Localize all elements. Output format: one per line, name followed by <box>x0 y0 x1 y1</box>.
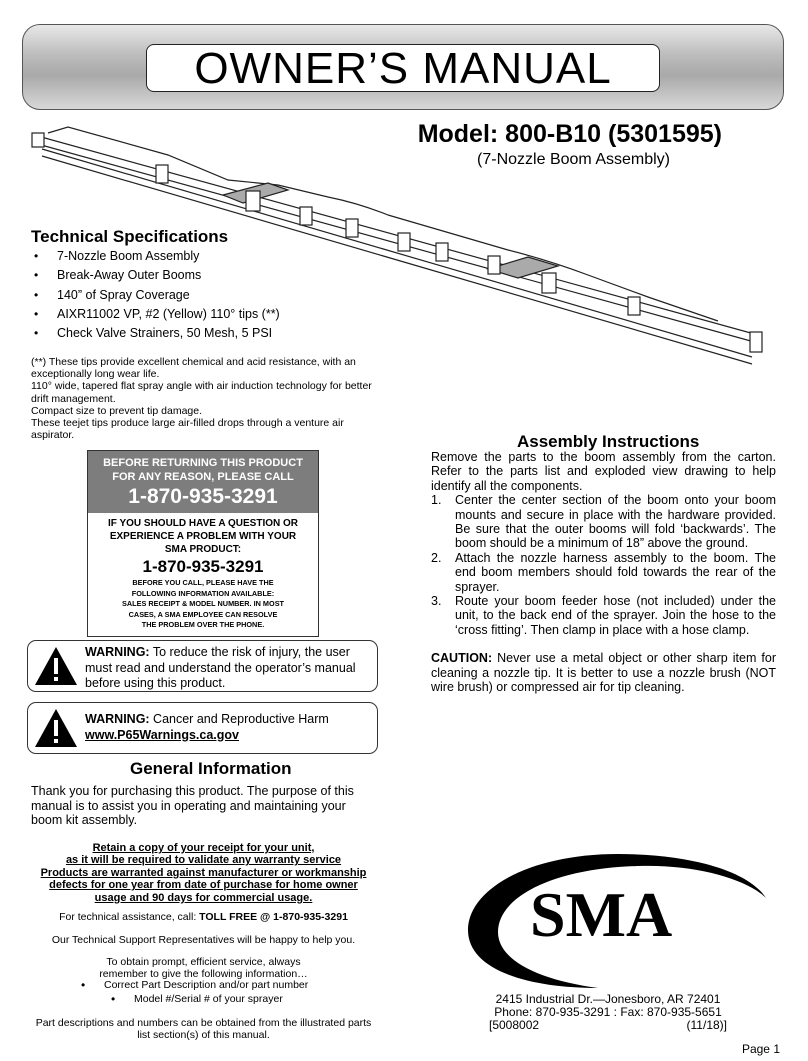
page-title: OWNER’S MANUAL <box>146 44 660 92</box>
step-number: 2. <box>431 550 442 565</box>
callbox-line: FOLLOWING INFORMATION AVAILABLE: <box>131 588 275 598</box>
doc-code: [5008002 <box>489 1018 540 1033</box>
tech-assistance <box>31 911 376 923</box>
step-number: 3. <box>431 594 442 609</box>
warranty-line: as it will be required to validate any warranty service <box>65 854 342 867</box>
list-item: • Break-Away Outer Booms <box>31 266 280 285</box>
prompt-text: To obtain prompt, efficient service, always remember to give the following information… <box>99 956 308 980</box>
tech-specs-list <box>31 247 280 343</box>
support-text: Our Technical Support Representatives will be happy to help you. <box>51 934 356 946</box>
step-text: Center the center section of the boom onto your boom mounts and secure in place with the hardware provided. Be sure that the outer booms will fold ‘backwards’. The boom should be a minimum of 18” above the ground. <box>455 493 776 551</box>
note-text: Compact size to prevent tip damage. <box>31 404 203 417</box>
callbox-body <box>88 513 318 631</box>
info-list <box>78 978 308 1006</box>
general-info-heading: General Information <box>130 759 292 778</box>
assist-text: For technical assistance, call: <box>59 911 200 923</box>
list-item: • 7-Nozzle Boom Assembly <box>31 247 280 266</box>
contact-line: Phone: 870-935-3291 : Fax: 870-935-5651 <box>494 1005 722 1020</box>
list-item: • Model #/Serial # of your sprayer <box>108 992 338 1006</box>
caution-note <box>431 651 776 694</box>
callbox-line: SALES RECEIPT & MODEL NUMBER. IN MOST <box>121 599 285 608</box>
warning-text <box>85 712 370 743</box>
assembly-heading: Assembly Instructions <box>517 432 700 451</box>
p65-link[interactable]: www.P65Warnings.ca.gov <box>85 727 239 742</box>
note-text: (**) These tips provide excellent chemical and acid resistance, with an exceptionally long wear life. <box>31 356 356 381</box>
list-item: • Correct Part Description and/or part number <box>78 978 308 992</box>
callbox-line: FOR ANY REASON, PLEASE CALL <box>112 471 294 483</box>
assembly-intro: Remove the parts to the boom assembly from the carton. Refer to the parts list and exploded view drawing to help identify all the components. <box>431 450 776 493</box>
toll-free-number: TOLL FREE @ 1-870-935-3291 <box>199 911 348 923</box>
note-text: These teejet tips produce large air-filled drops through a venture air aspirator. <box>31 417 344 442</box>
company-address <box>489 993 727 1033</box>
callbox-line: CASES, A SMA EMPLOYEE CAN RESOLVE <box>128 609 278 619</box>
parts-text: Part descriptions and numbers can be obtained from the illustrated parts list section(s) of this manual. <box>35 1017 372 1041</box>
doc-code-line <box>489 1019 727 1032</box>
warning-label: WARNING: <box>85 712 150 726</box>
callbox-line: IF YOU SHOULD HAVE A QUESTION OR <box>107 518 298 529</box>
callbox-header <box>88 451 318 513</box>
doc-date: (11/18)] <box>686 1018 727 1033</box>
callbox-line: BEFORE YOU CALL, PLEASE HAVE THE <box>132 578 274 587</box>
warranty-notice <box>31 842 376 904</box>
operator-manual-warning <box>27 640 378 692</box>
warranty-line: defects for one year from date of purchase for home owner <box>49 879 358 892</box>
callbox-line: EXPERIENCE A PROBLEM WITH YOUR <box>109 531 297 542</box>
step-number: 1. <box>431 493 442 508</box>
warning-text <box>85 645 370 692</box>
assembly-step <box>431 493 776 551</box>
warning-triangle-icon <box>33 645 79 687</box>
caution-label: CAUTION: <box>431 651 493 666</box>
address-line: 2415 Industrial Dr.—Jonesboro, AR 72401 <box>495 992 721 1006</box>
callbox-line: THE PROBLEM OVER THE PHONE. <box>141 620 265 629</box>
list-item: • 140” of Spray Coverage <box>31 286 280 305</box>
title-banner <box>22 24 784 110</box>
list-item: • AIXR11002 VP, #2 (Yellow) 110° tips (**) <box>31 305 280 324</box>
step-text: Attach the nozzle harness assembly to the boom. The end boom members should fold towards the rear of the sprayer. <box>455 550 776 594</box>
warning-label: WARNING: <box>85 645 150 659</box>
warning-triangle-icon <box>33 707 79 749</box>
tip-notes <box>31 356 376 441</box>
callbox-line: BEFORE RETURNING THIS PRODUCT <box>103 457 303 469</box>
model-title: Model: 800-B10 (5301595) <box>417 120 722 148</box>
sma-logo <box>468 850 768 990</box>
logo-text: SMA <box>530 879 673 950</box>
warning-message: To reduce the risk of injury, the user must read and understand the operator’s manual before using this product. <box>85 645 356 690</box>
assembly-instructions <box>431 450 776 695</box>
assembly-steps <box>431 493 776 637</box>
assembly-step <box>431 594 776 637</box>
page-number: Page 1 <box>741 1042 780 1056</box>
warranty-line: usage and 90 days for commercial usage. <box>94 891 313 904</box>
warranty-line: Products are warranted against manufacturer or workmanship <box>40 866 367 879</box>
prop65-warning <box>27 702 378 754</box>
tech-specs-heading: Technical Specifications <box>31 227 229 246</box>
callbox-phone: 1-870-935-3291 <box>128 485 278 508</box>
warranty-line: Retain a copy of your receipt for your unit, <box>92 842 315 854</box>
callbox-phone: 1-870-935-3291 <box>142 557 264 576</box>
step-text: Route your boom feeder hose (not included) under the unit, to the back end of the sprayer. Join the hose to the ‘cross fitting’. Then clamp in place with a hose clamp. <box>455 594 776 637</box>
list-item: • Check Valve Strainers, 50 Mesh, 5 PSI <box>31 324 280 343</box>
assembly-step <box>431 551 776 594</box>
note-text: 110° wide, tapered flat spray angle with air induction technology for better drift management. <box>31 380 372 405</box>
callbox-line: SMA PRODUCT: <box>164 544 242 555</box>
call-before-return-box <box>87 450 319 637</box>
model-subtitle: (7-Nozzle Boom Assembly) <box>477 151 670 168</box>
general-intro: Thank you for purchasing this product. The purpose of this manual is to assist you in operating and maintaining your boom kit assembly. <box>31 784 354 828</box>
warning-message: Cancer and Reproductive Harm <box>149 712 329 726</box>
caution-text: Never use a metal object or other sharp item for cleaning a nozzle tip. It is better to use a nozzle brush (NOT wire brush) or compressed air for tip cleaning. <box>431 651 776 695</box>
